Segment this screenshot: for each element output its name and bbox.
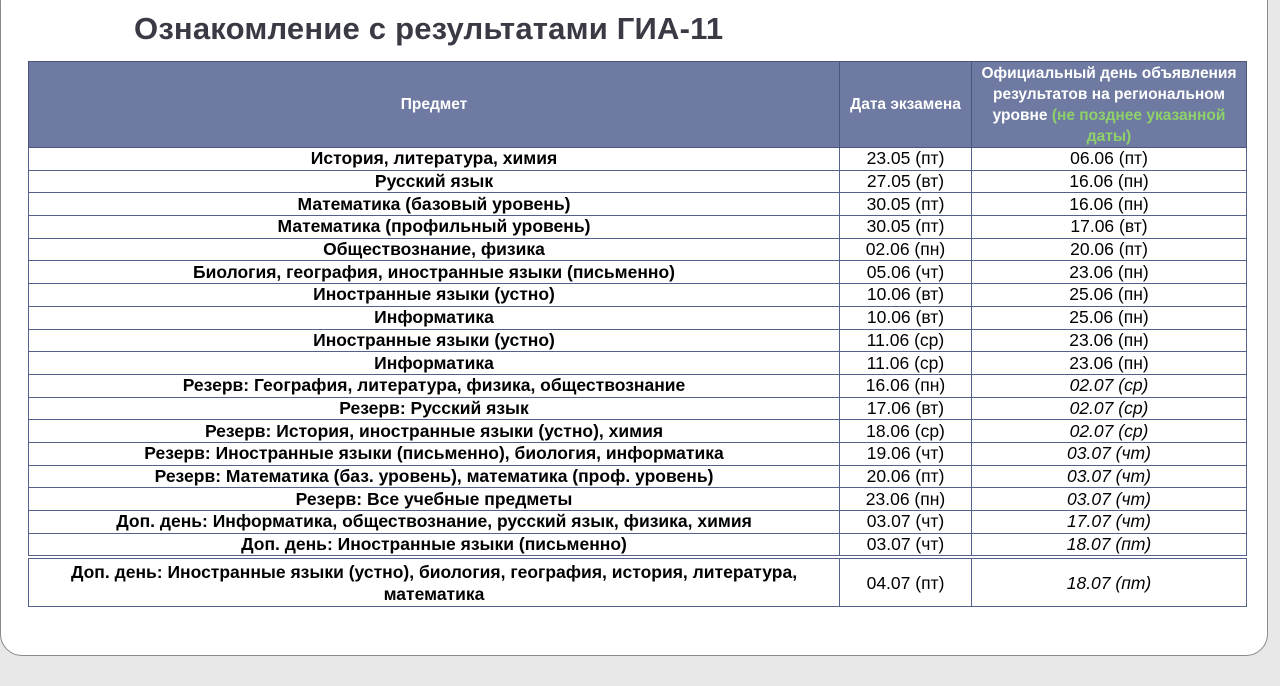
cell-result-date: 23.06 (пн) [972, 352, 1247, 375]
table-row [29, 193, 1247, 216]
cell-subject: Резерв: Иностранные языки (письменно), биология, информатика [29, 442, 840, 465]
cell-result-date: 18.07 (пт) [972, 533, 1247, 557]
table-row [29, 511, 1247, 534]
cell-subject: Резерв: История, иностранные языки (устно), химия [29, 420, 840, 443]
cell-exam-date: 18.06 (ср) [840, 420, 972, 443]
cell-exam-date: 30.05 (пт) [840, 216, 972, 239]
table-row [29, 374, 1247, 397]
table-row [29, 329, 1247, 352]
cell-subject: Резерв: География, литература, физика, обществознание [29, 374, 840, 397]
cell-subject: Резерв: Математика (баз. уровень), математика (проф. уровень) [29, 465, 840, 488]
header-official-day [972, 62, 1247, 148]
table-row [29, 261, 1247, 284]
table-row [29, 465, 1247, 488]
cell-result-date: 03.07 (чт) [972, 488, 1247, 511]
cell-exam-date: 16.06 (пн) [840, 374, 972, 397]
table-row [29, 352, 1247, 375]
cell-result-date: 06.06 (пт) [972, 148, 1247, 171]
cell-exam-date: 04.07 (пт) [840, 557, 972, 607]
table-row [29, 284, 1247, 307]
cell-subject: Информатика [29, 306, 840, 329]
cell-exam-date: 10.06 (вт) [840, 306, 972, 329]
cell-subject: Резерв: Все учебные предметы [29, 488, 840, 511]
cell-exam-date: 10.06 (вт) [840, 284, 972, 307]
cell-result-date: 02.07 (ср) [972, 397, 1247, 420]
cell-result-date: 16.06 (пн) [972, 170, 1247, 193]
cell-result-date: 23.06 (пн) [972, 261, 1247, 284]
table-row [29, 397, 1247, 420]
table-row [29, 170, 1247, 193]
cell-subject: История, литература, химия [29, 148, 840, 171]
cell-result-date: 23.06 (пн) [972, 329, 1247, 352]
cell-exam-date: 27.05 (вт) [840, 170, 972, 193]
cell-exam-date: 11.06 (ср) [840, 352, 972, 375]
cell-subject: Доп. день: Иностранные языки (письменно) [29, 533, 840, 557]
cell-exam-date: 19.06 (чт) [840, 442, 972, 465]
header-official-day-note: (не позднее указанной даты) [1051, 106, 1226, 145]
cell-exam-date: 03.07 (чт) [840, 533, 972, 557]
cell-exam-date: 11.06 (ср) [840, 329, 972, 352]
cell-subject: Обществознание, физика [29, 238, 840, 261]
cell-result-date: 25.06 (пн) [972, 284, 1247, 307]
table-row [29, 238, 1247, 261]
cell-subject: Резерв: Русский язык [29, 397, 840, 420]
cell-result-date: 17.06 (вт) [972, 216, 1247, 239]
cell-subject: Русский язык [29, 170, 840, 193]
table-row [29, 216, 1247, 239]
cell-result-date: 17.07 (чт) [972, 511, 1247, 534]
cell-result-date: 03.07 (чт) [972, 442, 1247, 465]
cell-result-date: 02.07 (ср) [972, 420, 1247, 443]
header-official-day-text: Официальный день объявления результатов на региональном уровне [981, 64, 1237, 124]
cell-subject: Информатика [29, 352, 840, 375]
cell-exam-date: 03.07 (чт) [840, 511, 972, 534]
table-row [29, 442, 1247, 465]
cell-subject: Математика (базовый уровень) [29, 193, 840, 216]
cell-subject: Доп. день: Иностранные языки (устно), биология, география, история, литература, математика [29, 557, 840, 607]
cell-exam-date: 17.06 (вт) [840, 397, 972, 420]
cell-exam-date: 23.05 (пт) [840, 148, 972, 171]
cell-exam-date: 05.06 (чт) [840, 261, 972, 284]
cell-subject: Биология, география, иностранные языки (письменно) [29, 261, 840, 284]
table-header-row [29, 62, 1247, 148]
cell-exam-date: 30.05 (пт) [840, 193, 972, 216]
header-subject: Предмет [29, 62, 840, 148]
cell-result-date: 20.06 (пт) [972, 238, 1247, 261]
cell-exam-date: 23.06 (пн) [840, 488, 972, 511]
header-exam-date: Дата экзамена [840, 62, 972, 148]
cell-result-date: 03.07 (чт) [972, 465, 1247, 488]
cell-subject: Доп. день: Информатика, обществознание, русский язык, физика, химия [29, 511, 840, 534]
cell-subject: Иностранные языки (устно) [29, 284, 840, 307]
table-row [29, 533, 1247, 557]
page-title: Ознакомление с результатами ГИА-11 [134, 11, 724, 46]
cell-result-date: 18.07 (пт) [972, 557, 1247, 607]
table-row [29, 306, 1247, 329]
cell-subject: Математика (профильный уровень) [29, 216, 840, 239]
cell-result-date: 16.06 (пн) [972, 193, 1247, 216]
cell-result-date: 25.06 (пн) [972, 306, 1247, 329]
cell-exam-date: 20.06 (пт) [840, 465, 972, 488]
results-table [28, 61, 1247, 607]
table-row [29, 420, 1247, 443]
table-row [29, 488, 1247, 511]
table-row [29, 557, 1247, 607]
cell-exam-date: 02.06 (пн) [840, 238, 972, 261]
cell-result-date: 02.07 (ср) [972, 374, 1247, 397]
cell-subject: Иностранные языки (устно) [29, 329, 840, 352]
table-row [29, 148, 1247, 171]
